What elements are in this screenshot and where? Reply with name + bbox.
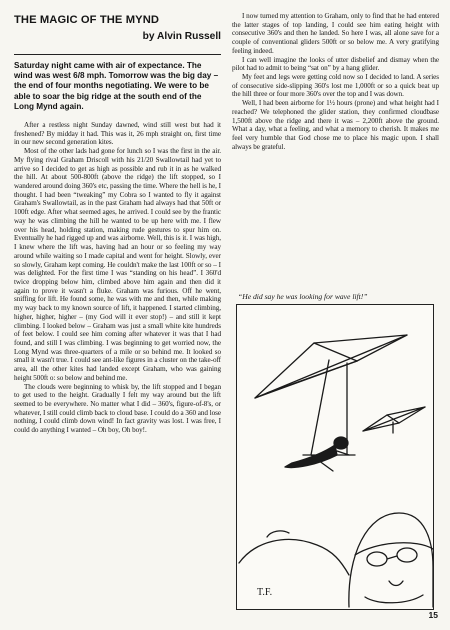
left-body — [14, 121, 221, 435]
paragraph: The clouds were beginning to whisk by, the lift stopped and I began to get used to the height. Gradually I felt my way around but the lift seemed to be everywhere. No matter what I did – 360's, figure-of-8's, or whatever, I still could climb back to cloud base. I could do a 360 and lose nothing, I could climb down wind! In fact gravity was lost. I was free, I could do anything I wanted – Oh boy, Oh boy!. — [14, 382, 221, 435]
cartoon — [236, 292, 441, 614]
article-byline: by Alvin Russell — [142, 31, 221, 42]
paragraph: Well, I had been airborne for 1½ hours (prone) and what height had I reached? We telephoned the glider station, they confirmed cloudbase 1,500ft above the ridge and there it was – 2,200ft above the ground. What a day, what a feeling, and what a memory to cherish. It makes me feel very humble that God chose me to place his magic upon. I shall always be grateful. — [232, 99, 439, 151]
cartoon-frame — [236, 304, 434, 610]
pilot-figure — [285, 437, 349, 468]
right-body — [232, 12, 439, 152]
paragraph: I can well imagine the looks of utter disbelief and dismay when the pilot had to admit to being “sat on” by a hang glider. — [232, 55, 439, 73]
page-number: 15 — [428, 610, 438, 620]
cartoon-drawing — [237, 305, 433, 609]
cartoon-caption: “He did say he was looking for wave lift!” — [238, 292, 368, 301]
title-rule — [14, 54, 221, 55]
article-title: THE MAGIC OF THE MYND — [14, 14, 160, 26]
hill-outline — [239, 539, 349, 575]
paragraph: My feet and legs were getting cold now so I decided to land. A series of consecutive side-slipping 360's lost me 1,000ft or so a quick beat up the hill three or four more 360's over the top and I was down. — [232, 73, 439, 99]
onlooker-figure — [349, 513, 433, 607]
article-lead: Saturday night came with air of expectance. The wind was west 6/8 mph. Tomorrow was the big day – the end of four months negotiating. We were to be able to soar the big ridge at the south end of the Long Mynd again. — [14, 61, 219, 111]
paragraph: After a restless night Sunday dawned, wind still west but had it freshened? By midday it had. This was it, 26 mph straight on, first time in our new second generation kites. — [14, 121, 221, 147]
right-column — [232, 12, 439, 152]
artist-signature: T.F. — [257, 587, 273, 598]
paragraph: Most of the other lads had gone for lunch so I was the first in the air. My flying rival Graham Driscoll with his 21/20 Swallowtail had yet to arrive so I decided to get as high as possible and rub it in as he walked the hill. At about 500-800ft (above the ridge) the lift stopped, so I wandered around doing 360's etc, passing the time. Where the hell is he, I thought. I had been “tweaking” my Cobra so I wanted to fly it against Graham's Swallowtail, as in the past Graham had always had that 50ft or 100ft edge. After what seemed ages, he arrived. I could see by the frantic way he was climbing the hill he wanted to be up here with me. I flew over his head, holding station, making rude gestures to spur him on. Eventually he had rigged up and was airborne. Well, this is it. I was high, I knew where the lift was, having had an hour or so feeling my way around while waiting so I made capital and went for height. Slowly, ever so slowly, Graham kept coming. He couldn't make the last 100ft or so – I was delighted. For the first time I was “standing on his head”. I 360'd twice dropping below him, climbed above him again and then did it again to prove it wasn't a fluke. Graham was furious. Off he went, sniffing for lift. He found some, he was with me and then, while making my way back to my known source of lift, it happened. I started climbing, higher, higher, higher – (my God will it ever stop!) – and still it kept climbing. I looked below – Graham was just a small white kite hundreds of feet below. I could see him coming after whatever it was that I had found, and still I was climbing. I was beginning to get worried now, the Long Mynd was three-quarters of a mile or so behind me. It looked so small it wasn't true. I could see ant-like figures in a cluster on the take-off area, all the other kites had landed except Graham, who was gaining height 500ft o: so below and behind me. — [14, 147, 221, 382]
small-glider-illustration — [363, 407, 425, 433]
paragraph: I now turned my attention to Graham, only to find that he had entered the latter stages of top landing, I could see him eating height with consecutive 360's and then he landed. So here I was, all alone save for a couple of conventional gliders 500ft or so below me. A very gratifying feeling indeed. — [232, 12, 439, 55]
left-column — [14, 14, 221, 435]
